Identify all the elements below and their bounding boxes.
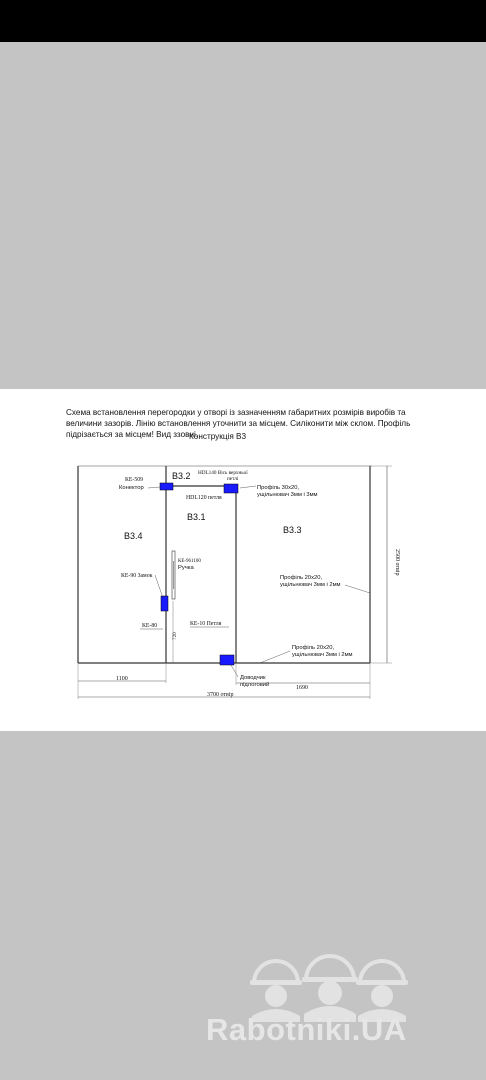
lock-ke90 (161, 596, 168, 611)
label-ke10: КЕ-10 Петля (190, 621, 222, 627)
construction-title: Конструкція В3 (189, 432, 247, 441)
leader-connector (148, 487, 160, 488)
label-ke90: КЕ-90 Замок (121, 573, 153, 579)
label-closer-2: підлоговий (240, 682, 270, 688)
dim-720: 720 (172, 632, 178, 640)
label-profile30-a: Профіль 30х20, (257, 485, 300, 491)
watermark-brand: Rabotniki.UA (206, 1012, 407, 1047)
label-hdl140: HDL140 Вісь верхньої (198, 470, 248, 476)
dim-height-2500: 2500 отвір (394, 549, 400, 576)
floor-closer (220, 655, 234, 665)
panel-b33: В3.3 (283, 525, 302, 535)
label-profile20-b: ущільнювач 3мм і 2мм (280, 582, 341, 588)
scheme-caption: Схема встановлення перегородки у отворі із зазначенням габаритних розмірів виробів та величини зазорів. Лінію встановлення уточнити за місцем. Силіконити між склом. Профіль підрізається за місцем! Вид ззовні. (66, 408, 411, 439)
label-hdl120: HDL120 петля (186, 495, 222, 501)
label-ke961: КЕ-961100 (178, 559, 201, 564)
panel-b31: В3.1 (187, 512, 206, 522)
label-handle: Ручка (178, 565, 194, 571)
leader-closer (231, 665, 238, 677)
hinge-hdl120 (224, 484, 238, 493)
status-bar (0, 0, 486, 42)
leader-profile30 (240, 486, 256, 488)
label-profile30-b: ущільнювач 3мм і 3мм (257, 492, 318, 498)
label-connector: Конектор (119, 485, 144, 491)
label-profile20-a: Профіль 20х20, (280, 575, 323, 581)
label-profile20-c: Профіль 20х20, (292, 645, 335, 651)
label-ke80: КЕ-80 (142, 623, 158, 629)
leader-profile20-floor (260, 651, 290, 663)
dim-1690: 1690 (296, 685, 308, 691)
leader-ke90 (155, 575, 163, 598)
panel-b32: В3.2 (172, 471, 191, 481)
connector-ke509 (160, 483, 173, 490)
partition-drawing (0, 389, 486, 731)
dim-1100: 1100 (116, 676, 128, 682)
leader-profile20-right (345, 585, 370, 593)
document-image (0, 389, 486, 731)
label-ke509: КЕ-509 (125, 477, 144, 483)
dim-3700: 3700 отвір (207, 692, 234, 698)
label-hdl140-2: петлі (227, 476, 239, 482)
panel-b34: В3.4 (124, 531, 143, 541)
label-profile20-d: ущільнювач 3мм і 2мм (292, 652, 353, 658)
label-closer-1: Доводчик (240, 675, 266, 681)
